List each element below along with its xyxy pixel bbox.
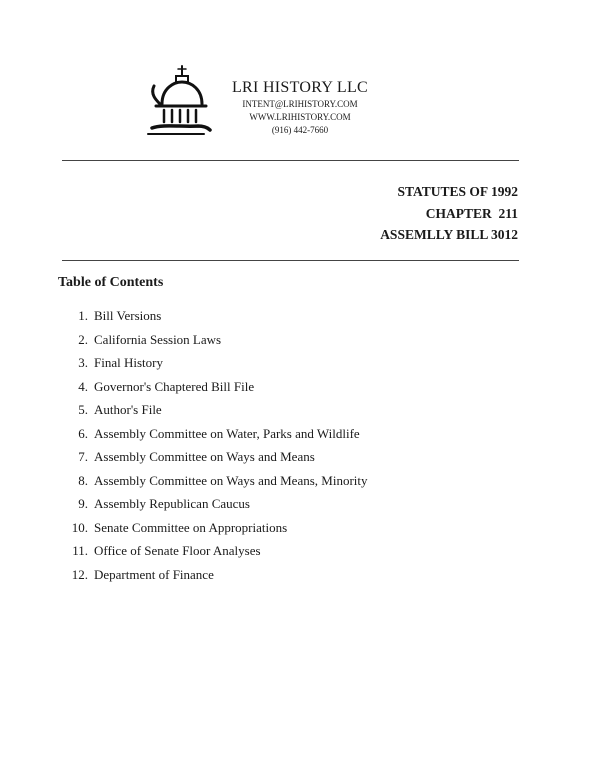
toc-item-label: Bill Versions bbox=[94, 308, 162, 323]
toc-item: 11. Office of Senate Floor Analyses bbox=[58, 541, 368, 565]
toc-item: 1. Bill Versions bbox=[58, 306, 368, 330]
toc-item-label: Senate Committee on Appropriations bbox=[94, 519, 288, 535]
toc-item: 4. Governor's Chaptered Bill File bbox=[58, 377, 368, 401]
toc-item: 12. Department of Finance bbox=[58, 565, 368, 589]
company-name: LRI HISTORY LLC bbox=[231, 79, 369, 96]
statute-block bbox=[380, 181, 518, 246]
toc-title: Table of Contents bbox=[58, 275, 164, 290]
toc-item-label: Assembly Committee on Water, Parks and Wildlife bbox=[94, 425, 360, 441]
toc-item: 5. Author's File bbox=[58, 400, 368, 424]
toc-item-label: Governor's Chaptered Bill File bbox=[94, 378, 255, 394]
toc-item-label: Office of Senate Floor Analyses bbox=[94, 543, 261, 558]
website-url: WWW.LRIHISTORY.COM bbox=[249, 112, 351, 122]
toc-item: 3. Final History bbox=[58, 353, 368, 377]
toc-item-label: Final History bbox=[94, 355, 163, 370]
email-address: INTENT@LRIHISTORY.COM bbox=[242, 99, 358, 109]
toc-item-label: Department of Finance bbox=[94, 566, 214, 582]
toc-list bbox=[58, 306, 368, 588]
toc-item-label: California Session Laws bbox=[94, 331, 222, 347]
statute-year: STATUTES OF 1992 bbox=[397, 184, 518, 199]
toc-item-label: Author's File bbox=[94, 402, 162, 417]
top-divider bbox=[62, 160, 519, 161]
toc-item: 8. Assembly Committee on Ways and Means, Minority bbox=[58, 471, 368, 495]
toc-item: 10. Senate Committee on Appropriations bbox=[58, 518, 368, 542]
toc-item-label: Assembly Committee on Ways and Means bbox=[94, 449, 315, 464]
chapter-number: CHAPTER 211 bbox=[425, 205, 518, 221]
toc-item: 7. Assembly Committee on Ways and Means bbox=[58, 447, 368, 471]
toc-item-label: Assembly Republican Caucus bbox=[94, 496, 250, 511]
capitol-dome-icon bbox=[142, 64, 212, 138]
toc-item: 9. Assembly Republican Caucus bbox=[58, 494, 368, 518]
toc-item: 6. Assembly Committee on Water, Parks and Wildlife bbox=[58, 424, 368, 448]
phone-number: (916) 442-7660 bbox=[271, 125, 329, 135]
letterhead bbox=[220, 78, 380, 137]
bill-number: ASSEMLLY BILL 3012 bbox=[380, 227, 518, 242]
toc-item: 2. California Session Laws bbox=[58, 330, 368, 354]
bottom-divider bbox=[62, 260, 519, 261]
toc-item-label: Assembly Committee on Ways and Means, Minority bbox=[94, 472, 368, 488]
